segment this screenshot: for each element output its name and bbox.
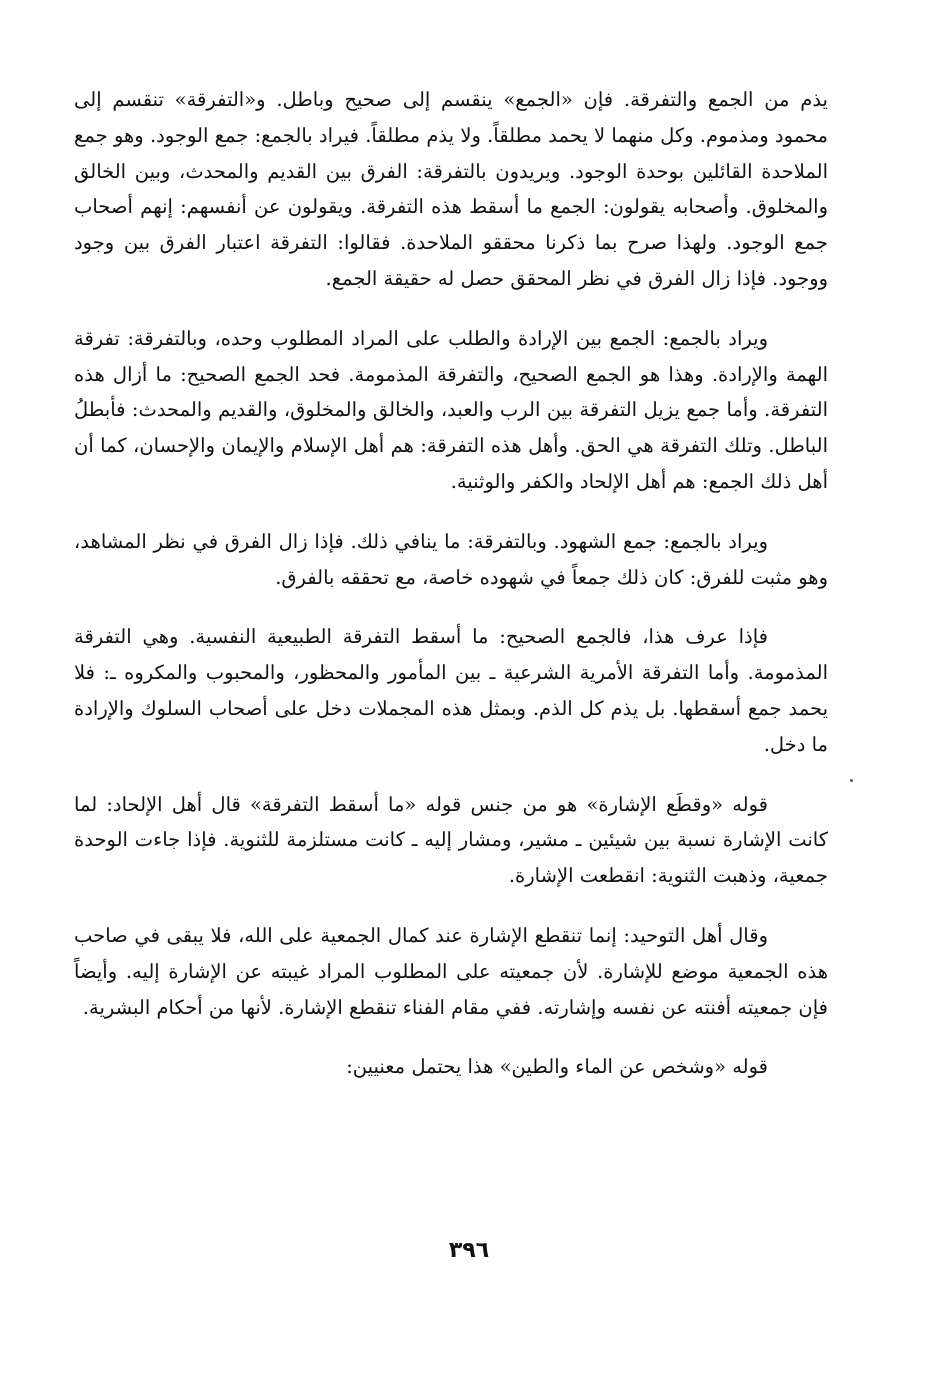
stray-ink-mark: [850, 779, 853, 782]
body-text: [74, 82, 828, 1109]
paragraph-6: وقال أهل التوحيد: إنما تنقطع الإشارة عند كمال الجمعية على الله، فلا يبقى في صاحب هذه الجمعية موضع للإشارة. لأن جمعيته على المطلوب المراد غيبته عن الإشارة إليه. وأيضاً فإن جمعيته أفنته عن نفسه وإشارته. ففي مقام الفناء تنقطع الإشارة. لأنها من أحكام البشرية.: [74, 923, 828, 1019]
paragraph-3: ويراد بالجمع: جمع الشهود. وبالتفرقة: ما ينافي ذلك. فإذا زال الفرق في نظر المشاهد، وهو مثبت للفرق: كان ذلك جمعاً في شهوده خاصة، مع تحققه بالفرق.: [74, 529, 828, 589]
page-number: ٣٩٦: [448, 1238, 490, 1263]
paragraph-4: فإذا عرف هذا، فالجمع الصحيح: ما أسقط التفرقة الطبيعية النفسية. وهي التفرقة المذمومة. وأما التفرقة الأمرية الشرعية ـ بين المأمور والمحظور، والمحبوب والمكروه ـ: فلا يحمد جمع أسقطها. بل يذم كل الذم. وبمثل هذه المجملات دخل على أصحاب السلوك والإرادة ما دخل.: [74, 625, 828, 756]
paragraph-7: قوله «وشخص عن الماء والطين» هذا يحتمل معنيين:: [346, 1055, 768, 1079]
paragraph-2: ويراد بالجمع: الجمع بين الإرادة والطلب على المراد المطلوب وحده، وبالتفرقة: تفرقة الهمة والإرادة. وهذا هو الجمع الصحيح، والتفرقة المذمومة. فحد الجمع الصحيح: ما أزال هذه التفرقة. وأما جمع يزيل التفرقة بين الرب والعبد، والخالق والمخلوق، والقديم والمحدث: فأبطلُ الباطل. وتلك التفرقة هي الحق. وأهل هذه التفرقة: هم أهل الإسلام والإيمان والإحسان، كما أن أهل ذلك الجمع: هم أهل الإلحاد والكفر والوثنية.: [74, 326, 828, 493]
paragraph-5: قوله «وقطَع الإشارة» هو من جنس قوله «ما أسقط التفرقة» قال أهل الإلحاد: لما كانت الإشارة نسبة بين شيئين ـ مشير، ومشار إليه ـ كانت مستلزمة للثنوية. فإذا جاءت الوحدة جمعية، وذهبت الثنوية: انقطعت الإشارة.: [74, 792, 828, 888]
paragraph-1: يذم من الجمع والتفرقة. فإن «الجمع» ينقسم إلى صحيح وباطل. و«التفرقة» تنقسم إلى محمود ومذموم. وكل منهما لا يحمد مطلقاً. ولا يذم مطلقاً. فيراد بالجمع: جمع الوجود. وهو جمع الملاحدة القائلين بوحدة الوجود. ويريدون بالتفرقة: الفرق بين القديم والمحدث، وبين الخالق والمخلوق. وأصحابه يقولون: الجمع ما أسقط هذه التفرقة. ويقولون عن أنفسهم: إنهم أصحاب جمع الوجود. ولهذا صرح بما ذكرنا محققو الملاحدة. فقالوا: التفرقة اعتبار الفرق بين وجود ووجود. فإذا زال الفرق في نظر المحقق حصل له حقيقة الجمع.: [74, 88, 828, 290]
